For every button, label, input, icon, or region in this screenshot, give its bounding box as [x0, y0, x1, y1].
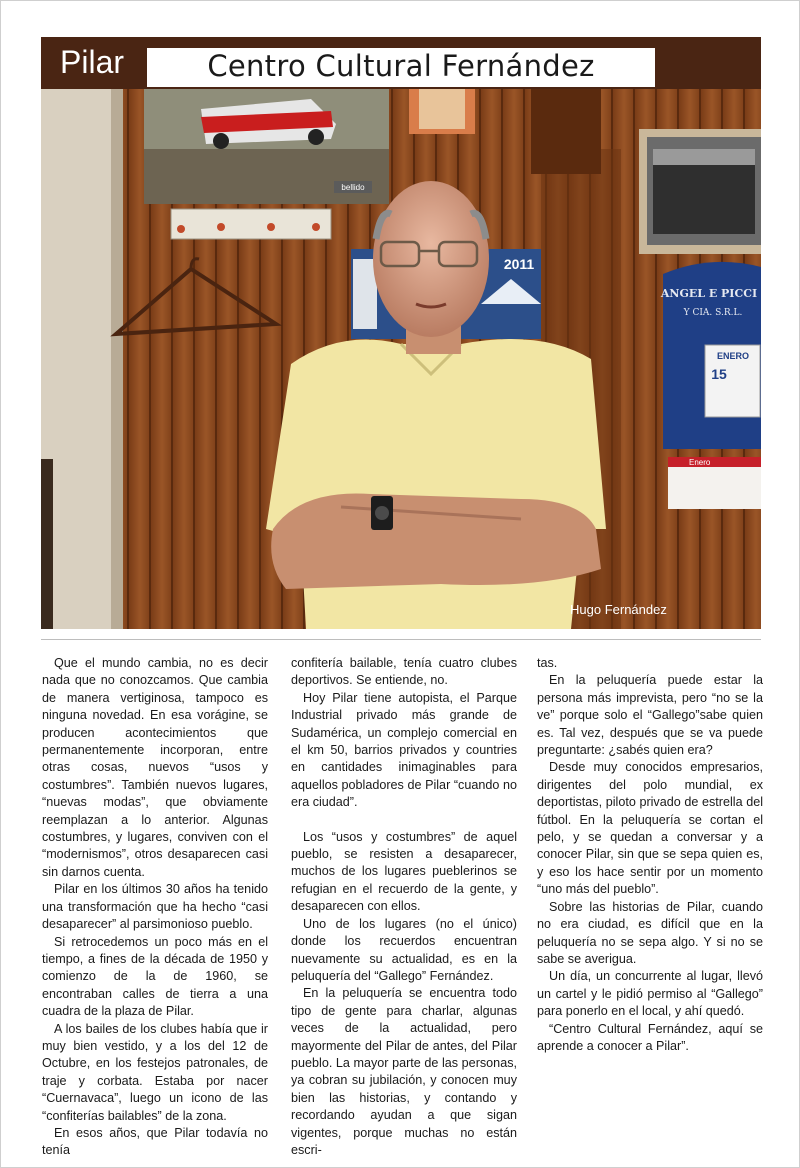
- paragraph: tas.: [537, 656, 558, 670]
- calendar-month: ENERO: [716, 351, 750, 361]
- photo-credit: Hugo Fernández: [570, 602, 667, 617]
- paragraph: En la peluquería puede estar la persona más imprevista, pero “no se la ve” porque solo el “Gallego”sabe quien es. Tal vez, después que se va puede preguntarte: ¿sabés quien era?: [537, 673, 763, 758]
- paragraph: Un día, un concurrente al lugar, llevó un cartel y le pidió permiso al “Gallego” para ponerlo en el local, y ahí quedó.: [537, 969, 763, 1019]
- paragraph: “Centro Cultural Fernández, aquí se aprende a conocer a Pilar”.: [537, 1021, 763, 1053]
- paragraph: Los “usos y costumbres” de aquel pueblo, se resisten a desaparecer, muchos de los lugares pueblerinos se refugian en el recuerdo de la gente, y desaparecen con ellos.: [291, 829, 517, 914]
- separator-rule: [41, 639, 761, 640]
- section-label: Pilar: [60, 44, 125, 80]
- paragraph: Sobre las historias de Pilar, cuando no era ciudad, es difícil que en la peluquería no se sepa algo. Y si no se sabe se averigua.: [537, 899, 763, 966]
- paragraph: confitería bailable, tenía cuatro clubes deportivos. Se entiende, no.: [291, 656, 517, 688]
- article-photo: [41, 89, 761, 629]
- paragraph: Que el mundo cambia, no es decir nada que no conozcamos. Que cambia de manera vertiginosa, tampoco es ninguna novedad. En esa vorágine, se producen acontecimientos que permanentemente incorporan, entre otras cosas, nuevos “usos y costumbres”. También nuevos lugares, “nuevas modas”, que obviamente reemplazan a lo anterior. Algunas costumbres, y lugares, conviven con el “modernismos”, otros desaparecen casi sin darnos cuenta.: [42, 656, 268, 879]
- article-column-2: [291, 655, 517, 1159]
- paragraph: Si retrocedemos un poco más en el tiempo, a fines de la década de 1950 y comienzo de la de 1960, se encontraban calles de tierra a una cuadra de la plaza de Pilar.: [42, 934, 268, 1019]
- calendar2-month: Enero: [689, 458, 711, 467]
- paragraph: Hoy Pilar tiene autopista, el Parque Industrial privado más grande de Sudamérica, un complejo comercial en el km 50, barrios privados y countries en cantidades inimaginables para aquellos pobladores de Pilar “cuando no era ciudad”.: [291, 690, 517, 810]
- sign-line1: ANGEL E PICCI: [660, 287, 758, 300]
- article-column-3: [537, 655, 763, 1055]
- paragraph: Desde muy conocidos empresarios, dirigentes del polo mundial, ex deportistas, piloto privado de estrella del fútbol. En la peluquería se cortan el pelo, y se quedan a conversar y a conocer Pilar, sin que se sepa quien es, y eso los hace sentir por un momento “uno más del pueblo”.: [537, 760, 763, 897]
- paragraph: Pilar en los últimos 30 años ha tenido una transformación que ha hecho “casi desaparecer” al parsimonioso pueblo.: [42, 882, 268, 932]
- paragraph: En la peluquería se encuentra todo tipo de gente para charlar, algunas veces de la actualidad, pero mayormente del Pilar de antes, del Pilar pueblo. La mayor parte de las personas, ya cobran su jubilación, y conocen muy bien las historias, y contando y recordando ayudan a que sigan vigentes, porque muchas no están escri-: [291, 986, 517, 1157]
- paragraph: En esos años, que Pilar todavía no tenía: [42, 1125, 268, 1158]
- article-title: Centro Cultural Fernández: [207, 49, 595, 83]
- paragraph: A los bailes de los clubes había que ir muy bien vestido, y a los del 12 de Octubre, en los festejos patronales, de traje y corbata. Estaba por nacer “Cuernavaca”, luego un icono de las “confiterías bailables” de la zona.: [42, 1021, 268, 1123]
- poster-sticker: bellido: [341, 183, 365, 192]
- title-box: [147, 48, 655, 87]
- sign-line2: Y CIA. S.R.L.: [683, 308, 743, 318]
- calendar-day: 15: [711, 366, 727, 382]
- article-column-1: [42, 655, 268, 1160]
- calendar-year: 2011: [503, 256, 535, 272]
- paragraph: Uno de los lugares (no el único) donde los recuerdos encuentran nuevamente su actualidad, es en la peluquería del “Gallego” Fernández.: [291, 916, 517, 983]
